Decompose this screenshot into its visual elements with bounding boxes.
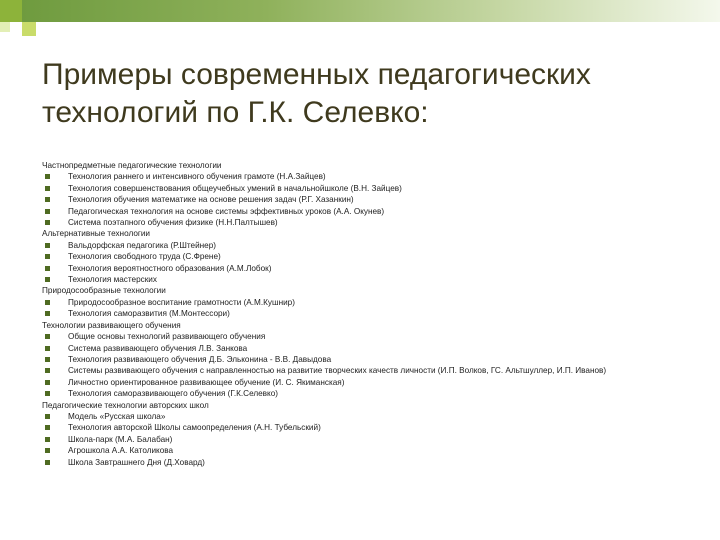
square-bullet-icon xyxy=(45,220,50,225)
section xyxy=(42,400,682,468)
decorative-header xyxy=(0,0,720,60)
square-bullet-icon xyxy=(45,414,50,419)
bullet-list xyxy=(42,240,682,286)
list-item xyxy=(42,217,682,228)
list-item-text: Природосообразное воспитание грамотности (А.М.Кушнир) xyxy=(68,297,295,307)
list-item-text: Модель «Русская школа» xyxy=(68,411,166,421)
list-item-text: Вальдорфская педагогика (Р.Штейнер) xyxy=(68,240,217,250)
decorative-square xyxy=(0,22,10,32)
list-item-text: Система поэтапного обучения физике (Н.Н.Палтышев) xyxy=(68,218,278,228)
list-item-text: Технология обучения математике на основе решения задач (Р.Г. Хазанкин) xyxy=(68,195,354,205)
list-item-text: Технология свободного труда (С.Френе) xyxy=(68,252,221,262)
list-item xyxy=(42,365,682,376)
list-item-text: Система развивающего обучения Л.В. Занкова xyxy=(68,343,248,353)
section-heading: Природосообразные технологии xyxy=(42,286,166,296)
list-item xyxy=(42,263,682,274)
list-item-text: Педагогическая технология на основе системы эффективных уроков (А.А. Окунев) xyxy=(68,206,385,216)
list-item-text: Школа-парк (М.А. Балабан) xyxy=(68,434,173,444)
list-item xyxy=(42,183,682,194)
list-item xyxy=(42,457,682,468)
list-item xyxy=(42,206,682,217)
bullet-list xyxy=(42,171,682,228)
list-item xyxy=(42,171,682,182)
list-item xyxy=(42,240,682,251)
list-item xyxy=(42,194,682,205)
square-bullet-icon xyxy=(45,460,50,465)
section xyxy=(42,320,682,400)
slide-title-line: технологий по Г.К. Селевко: xyxy=(42,96,429,129)
slide-content xyxy=(42,160,682,468)
square-bullet-icon xyxy=(45,448,50,453)
list-item-text: Общие основы технологий развивающего обучения xyxy=(68,332,266,342)
list-item-text: Личностно ориентированное развивающее обучение (И. С. Якиманская) xyxy=(68,377,345,387)
list-item xyxy=(42,297,682,308)
section xyxy=(42,228,682,285)
square-bullet-icon xyxy=(45,425,50,430)
slide-title-line: Примеры современных педагогических xyxy=(42,58,591,91)
bullet-list xyxy=(42,411,682,468)
bullet-list xyxy=(42,331,682,399)
list-item xyxy=(42,422,682,433)
square-bullet-icon xyxy=(45,186,50,191)
square-bullet-icon xyxy=(45,254,50,259)
section-heading: Частнопредметные педагогические технологии xyxy=(42,161,222,170)
square-bullet-icon xyxy=(45,357,50,362)
decorative-gradient-band xyxy=(22,0,720,22)
list-item xyxy=(42,434,682,445)
list-item-text: Школа Завтрашнего Дня (Д.Ховард) xyxy=(68,457,205,467)
list-item-text: Технология саморазвивающего обучения (Г.К.Селевко) xyxy=(68,389,278,399)
square-bullet-icon xyxy=(45,346,50,351)
square-bullet-icon xyxy=(45,174,50,179)
square-bullet-icon xyxy=(45,197,50,202)
list-item-text: Технология мастерских xyxy=(68,275,157,285)
list-item-text: Технология раннего и интенсивного обучения грамоте (Н.А.Зайцев) xyxy=(68,172,326,182)
square-bullet-icon xyxy=(45,277,50,282)
list-item xyxy=(42,343,682,354)
list-item-text: Системы развивающего обучения с направленностью на развитие творческих качеств личности (И.П. Волков, ГС. Альтшуллер, И.П. Иванов) xyxy=(68,366,607,376)
square-bullet-icon xyxy=(45,368,50,373)
square-bullet-icon xyxy=(45,209,50,214)
list-item xyxy=(42,251,682,262)
section-heading: Альтернативные технологии xyxy=(42,229,151,239)
list-item xyxy=(42,274,682,285)
list-item xyxy=(42,411,682,422)
section-heading: Технологии развивающего обучения xyxy=(42,320,181,330)
list-item-text: Технология совершенствования общеучебных умений в начальнойшколе (В.Н. Зайцев) xyxy=(68,183,402,193)
list-item xyxy=(42,331,682,342)
square-bullet-icon xyxy=(45,380,50,385)
list-item-text: Технология саморазвития (М.Монтессори) xyxy=(68,309,230,319)
list-item-text: Агрошкола А.А. Католикова xyxy=(68,446,174,456)
section xyxy=(42,285,682,319)
decorative-square xyxy=(0,0,22,22)
section xyxy=(42,160,682,228)
slide-title xyxy=(42,56,682,132)
list-item-text: Технология вероятностного образования (А.М.Лобок) xyxy=(68,263,272,273)
square-bullet-icon xyxy=(45,334,50,339)
list-item xyxy=(42,308,682,319)
square-bullet-icon xyxy=(45,437,50,442)
list-item xyxy=(42,377,682,388)
list-item xyxy=(42,445,682,456)
list-item xyxy=(42,388,682,399)
square-bullet-icon xyxy=(45,391,50,396)
list-item-text: Технология авторской Школы самоопределения (А.Н. Тубельский) xyxy=(68,423,321,433)
square-bullet-icon xyxy=(45,311,50,316)
decorative-square xyxy=(22,22,36,36)
list-item-text: Технология развивающего обучения Д.Б. Эльконина - В.В. Давыдова xyxy=(68,354,332,364)
section-heading: Педагогические технологии авторских школ xyxy=(42,400,209,410)
square-bullet-icon xyxy=(45,266,50,271)
square-bullet-icon xyxy=(45,300,50,305)
bullet-list xyxy=(42,297,682,320)
list-item xyxy=(42,354,682,365)
square-bullet-icon xyxy=(45,243,50,248)
